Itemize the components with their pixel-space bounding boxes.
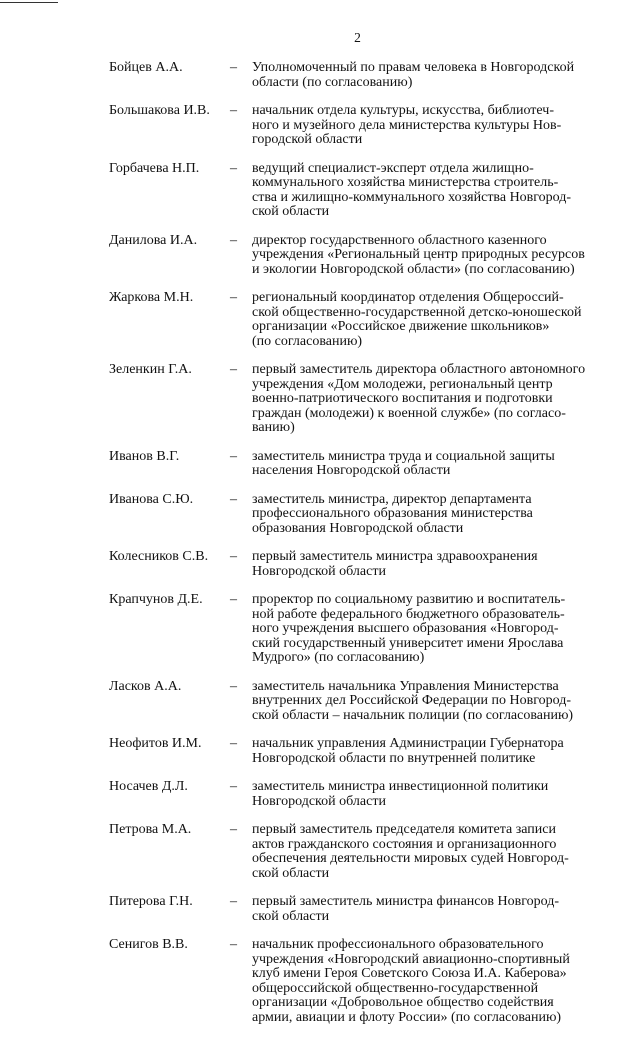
member-position: Уполномоченный по правам человека в Новгородской области (по согласованию) bbox=[252, 60, 575, 90]
list-item bbox=[109, 550, 614, 579]
dash-separator: – bbox=[230, 491, 237, 507]
list-item bbox=[109, 61, 614, 90]
member-position: первый заместитель министра финансов Новгород- ской области bbox=[252, 894, 560, 924]
member-position: первый заместитель директора областного автономного учреждения «Дом молодежи, региональный центр военно-патриотического воспитания и подготовки граждан (молодежи) к военной службе» (по согласо- ванию) bbox=[252, 362, 586, 435]
list-item bbox=[109, 234, 614, 278]
member-position: первый заместитель министра здравоохранения Новгородской области bbox=[252, 549, 538, 579]
member-position: директор государственного областного казенного учреждения «Региональный центр природных ресурсов и экологии Новгородской области» (по согласованию) bbox=[252, 232, 585, 277]
member-name: Иванов В.Г. bbox=[109, 448, 180, 464]
list-item bbox=[109, 737, 614, 766]
dash-separator: – bbox=[230, 592, 237, 607]
member-name: Носачев Д.Л. bbox=[109, 779, 188, 794]
dash-separator: – bbox=[230, 362, 237, 377]
member-name: Горбачева Н.П. bbox=[109, 160, 200, 176]
list-item bbox=[109, 493, 614, 537]
member-position: проректор по социальному развитию и воспитатель- ной работе федерального бюджетного образователь- ного учреждения высшего образования «Новгород- ский государственный университет имени Ярослава Мудрого» (по согласованию) bbox=[252, 592, 566, 665]
dash-separator: – bbox=[230, 822, 237, 837]
dash-separator: – bbox=[230, 779, 237, 794]
dash-separator: – bbox=[230, 736, 237, 751]
list-item bbox=[109, 593, 614, 666]
dash-separator: – bbox=[230, 60, 237, 75]
dash-separator: – bbox=[230, 894, 237, 909]
member-position: заместитель начальника Управления Министерства внутренних дел Российской Федерации по Новгород- ской области – начальник полиции (по согласованию) bbox=[252, 678, 574, 723]
member-name: Петрова М.А. bbox=[109, 822, 192, 837]
list-item bbox=[109, 104, 614, 148]
dash-separator: – bbox=[230, 160, 237, 176]
member-name: Питерова Г.Н. bbox=[109, 894, 193, 909]
list-item bbox=[109, 895, 614, 924]
member-name: Данилова И.А. bbox=[109, 232, 198, 248]
dash-separator: – bbox=[230, 448, 237, 464]
list-item bbox=[109, 823, 614, 881]
member-position: начальник отдела культуры, искусства, библиотеч- ного и музейного дела министерства культуры Нов- городской области bbox=[252, 103, 562, 147]
dash-separator: – bbox=[230, 549, 237, 564]
list-item bbox=[109, 363, 614, 436]
list-item bbox=[109, 938, 614, 1025]
dash-separator: – bbox=[230, 290, 237, 305]
list-item bbox=[109, 450, 614, 479]
member-name: Большакова И.В. bbox=[109, 103, 210, 118]
member-name: Жаркова М.Н. bbox=[109, 290, 194, 305]
member-position: заместитель министра труда и социальной защиты населения Новгородской области bbox=[252, 448, 555, 478]
member-name: Колесников С.В. bbox=[109, 549, 209, 564]
members-list bbox=[109, 61, 614, 1039]
list-item bbox=[109, 291, 614, 349]
member-position: региональный координатор отделения Общероссий- ской общественно-государственной детско-юношеской организации «Российское движение школьников» (по согласованию) bbox=[252, 290, 582, 349]
member-name: Неофитов И.М. bbox=[109, 736, 202, 751]
member-position: заместитель министра инвестиционной политики Новгородской области bbox=[252, 779, 549, 809]
member-name: Сенигов В.В. bbox=[109, 937, 188, 952]
member-name: Бойцев А.А. bbox=[109, 60, 183, 75]
member-name: Крапчунов Д.Е. bbox=[109, 592, 203, 607]
page-number: 2 bbox=[354, 30, 361, 45]
member-name: Зеленкин Г.А. bbox=[109, 362, 192, 377]
member-position: первый заместитель председателя комитета записи актов гражданского состояния и организационного обеспечения деятельности мировых судей Новгород- ской области bbox=[252, 822, 569, 881]
member-name: Иванова С.Ю. bbox=[109, 491, 194, 507]
scan-edge-line bbox=[0, 2, 58, 3]
list-item bbox=[109, 162, 614, 220]
dash-separator: – bbox=[230, 937, 237, 952]
list-item bbox=[109, 680, 614, 724]
dash-separator: – bbox=[230, 678, 237, 694]
member-position: начальник управления Администрации Губернатора Новгородской области по внутренней политике bbox=[252, 736, 564, 766]
dash-separator: – bbox=[230, 103, 237, 118]
list-item bbox=[109, 780, 614, 809]
member-position: ведущий специалист-эксперт отдела жилищно- коммунального хозяйства министерства строитель- ства и жилищно-коммунального хозяйства Новгород- ской области bbox=[252, 160, 572, 219]
member-name: Ласков А.А. bbox=[109, 678, 182, 694]
member-position: начальник профессионального образовательного учреждения «Новгородский авиационно-спортивный клуб имени Героя Советского Союза И.А. Каберова» общероссийской общественно-государственной организации «Добровольное общество содействия армии, авиации и флоту России» (по согласованию) bbox=[252, 937, 570, 1025]
member-position: заместитель министра, директор департамента профессионального образования министерства образования Новгородской области bbox=[252, 491, 533, 536]
dash-separator: – bbox=[230, 232, 237, 248]
